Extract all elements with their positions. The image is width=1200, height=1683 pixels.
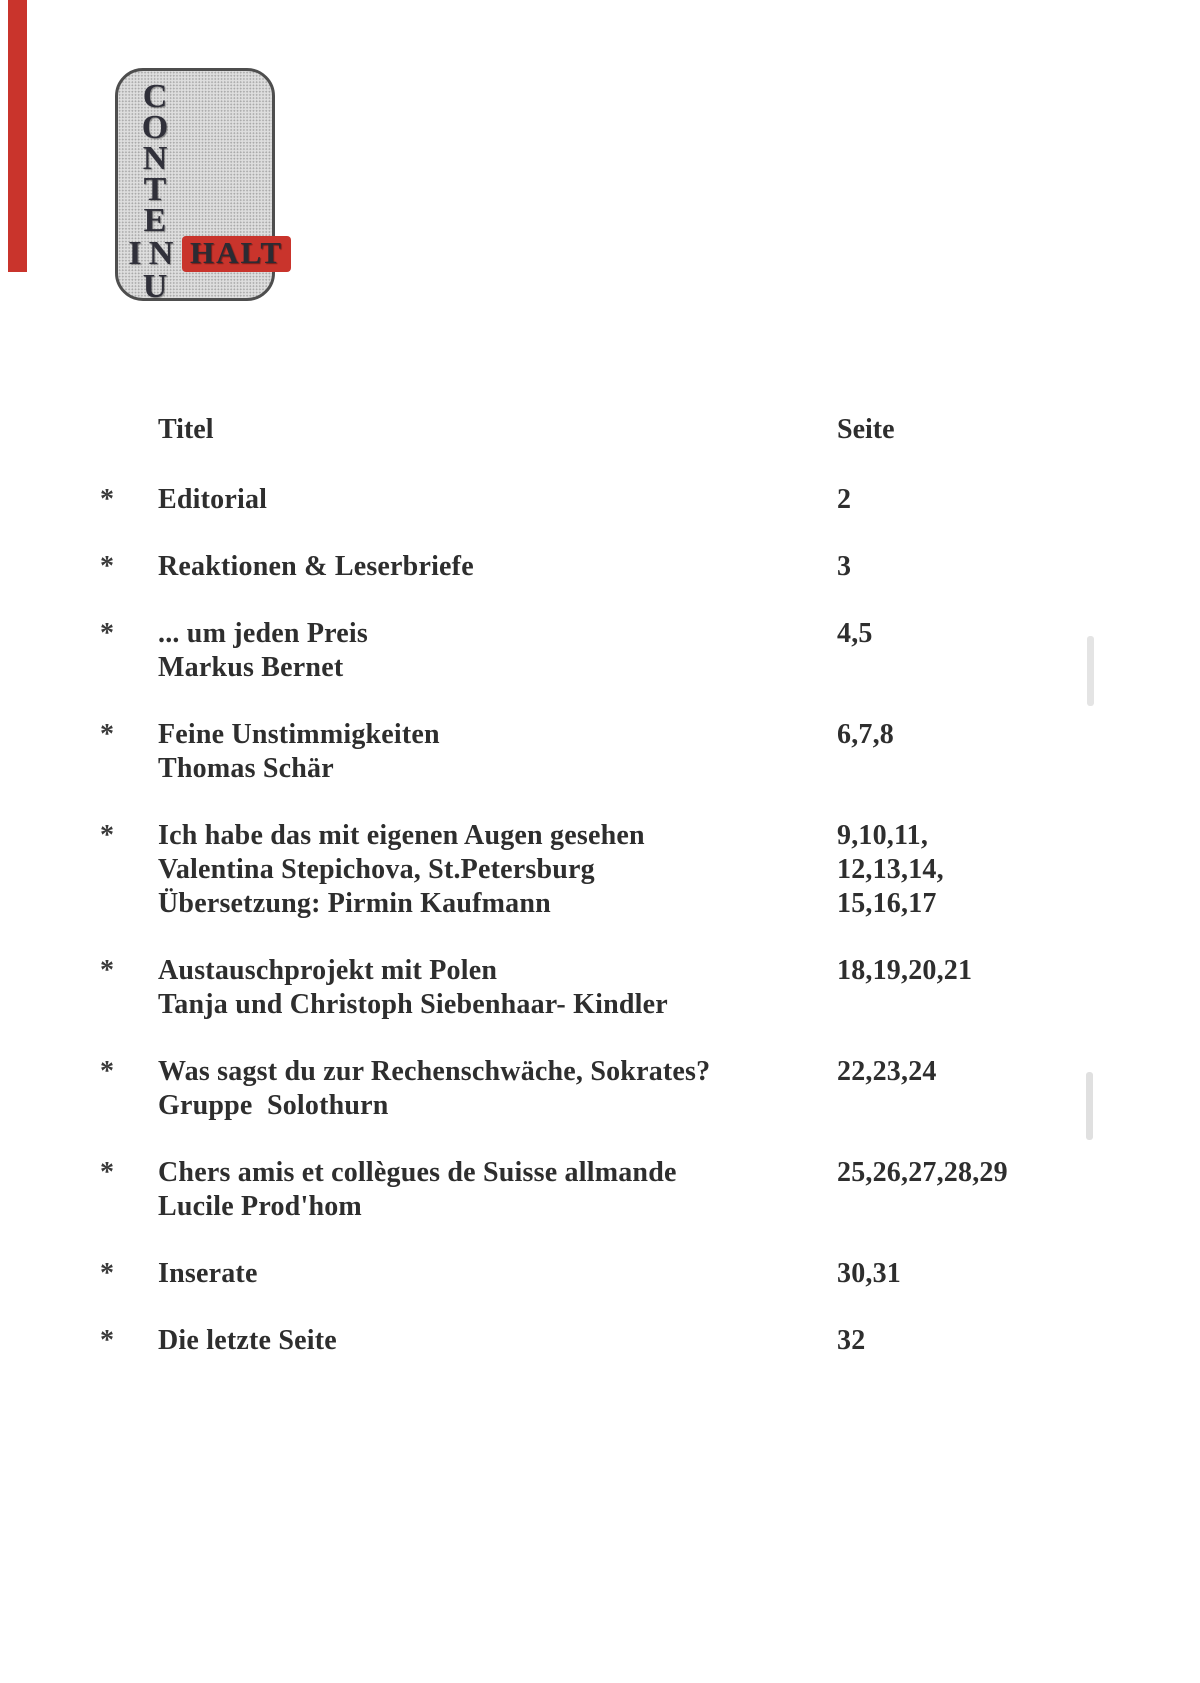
toc-entry-marker: * (100, 618, 114, 649)
logo-letter: I (128, 235, 142, 272)
toc-entry-pages-line: 4,5 (837, 618, 873, 649)
toc-entries (100, 483, 1060, 1358)
toc-entry-marker: * (100, 551, 114, 582)
logo-letter: N (142, 140, 168, 177)
toc-entry-pages-line: 3 (837, 551, 852, 582)
toc-entry-title (158, 1324, 837, 1358)
toc-entry (100, 1055, 1060, 1123)
toc-entry (100, 954, 1060, 1022)
toc-header (100, 413, 1060, 447)
toc-entry-pages (837, 819, 1060, 921)
toc-entry-title (158, 550, 837, 584)
toc-entry-pages (837, 1324, 1060, 1358)
logo-letter: E (143, 202, 167, 239)
toc-entry-title-line: ... um jeden Preis (158, 618, 368, 649)
toc-entry (100, 1257, 1060, 1291)
toc-entry-title (158, 819, 837, 921)
toc-entry-title-line: Editorial (158, 484, 268, 515)
toc-entry-marker: * (100, 1258, 114, 1289)
toc-entry-title-line: Was sagst du zur Rechenschwäche, Sokrates? (158, 1056, 711, 1087)
toc-entry-pages (837, 617, 1060, 685)
toc-entry-marker: * (100, 1157, 114, 1188)
toc-entry-marker: * (100, 820, 114, 851)
toc-entry-pages-line: 2 (837, 484, 852, 515)
left-margin-red-stripe (8, 0, 27, 272)
toc-entry-title-line: Thomas Schär (158, 753, 334, 784)
logo-horizontal-word (124, 236, 291, 272)
toc-entry-marker: * (100, 1325, 114, 1356)
toc-entry-title-line: Valentina Stepichova, St.Petersburg (158, 854, 595, 885)
toc-entry-title-line: Inserate (158, 1258, 258, 1289)
toc-entry-pages-line: 6,7,8 (837, 719, 894, 750)
toc-entry-pages-line: 30,31 (837, 1258, 901, 1289)
toc-entry (100, 617, 1060, 685)
toc-entry-title-line: Tanja und Christoph Siebenhaar- Kindler (158, 989, 668, 1020)
toc-entry-pages-line: 22,23,24 (837, 1056, 937, 1087)
toc-entry-pages-line: 18,19,20,21 (837, 955, 973, 986)
toc-entry-title (158, 718, 837, 786)
toc-entry (100, 550, 1060, 584)
toc-entry-pages (837, 550, 1060, 584)
toc-entry-title (158, 1257, 837, 1291)
toc-entry (100, 1156, 1060, 1224)
toc-entry (100, 718, 1060, 786)
toc-entry-pages-line: 25,26,27,28,29 (837, 1157, 1008, 1188)
toc-entry (100, 1324, 1060, 1358)
toc-entry-marker: * (100, 955, 114, 986)
toc-entry-title (158, 483, 837, 517)
toc-entry-pages (837, 483, 1060, 517)
logo-letter: O (141, 109, 169, 146)
logo-letter: T (143, 171, 167, 208)
toc-entry-title-line: Lucile Prod'hom (158, 1191, 362, 1222)
toc-entry-pages-line: 32 (837, 1325, 866, 1356)
toc-entry-title (158, 954, 837, 1022)
toc-entry-title-line: Markus Bernet (158, 652, 344, 683)
toc-entry-pages (837, 954, 1060, 1022)
toc-entry-title-line: Feine Unstimmigkeiten (158, 719, 440, 750)
toc-entry-pages (837, 1156, 1060, 1224)
logo-letter-shared: N (148, 235, 174, 272)
toc-entry-pages-line: 9,10,11, (837, 820, 929, 851)
logo-halt-badge: HALT (182, 236, 291, 272)
table-of-contents (100, 413, 1060, 1391)
toc-entry-title-line: Austauschprojekt mit Polen (158, 955, 498, 986)
toc-entry-pages (837, 1055, 1060, 1123)
toc-entry-title-line: Die letzte Seite (158, 1325, 337, 1356)
toc-entry-title-line: Übersetzung: Pirmin Kaufmann (158, 888, 551, 919)
toc-entry-marker: * (100, 1056, 114, 1087)
scan-artifact (1086, 1072, 1093, 1140)
toc-entry-pages (837, 1257, 1060, 1291)
toc-entry-title (158, 1156, 837, 1224)
toc-entry-title (158, 1055, 837, 1123)
toc-entry-title-line: Reaktionen & Leserbriefe (158, 551, 474, 582)
toc-entry (100, 483, 1060, 517)
toc-entry-title-line: Chers amis et collègues de Suisse allmande (158, 1157, 677, 1188)
toc-entry-title-line: Gruppe Solothurn (158, 1090, 389, 1121)
toc-entry-marker: * (100, 484, 114, 515)
toc-entry-pages-line: 12,13,14, (837, 854, 944, 885)
toc-entry-pages (837, 718, 1060, 786)
toc-entry-title (158, 617, 837, 685)
logo-letter: C (142, 78, 168, 115)
logo-letter: U (142, 268, 168, 305)
toc-entry-marker: * (100, 719, 114, 750)
toc-header-title: Titel (158, 414, 214, 445)
scan-artifact (1087, 636, 1094, 706)
toc-header-pages: Seite (837, 414, 895, 445)
toc-entry-pages-line: 15,16,17 (837, 888, 937, 919)
toc-header-marker-spacer (100, 413, 158, 447)
toc-entry-title-line: Ich habe das mit eigenen Augen gesehen (158, 820, 645, 851)
toc-entry (100, 819, 1060, 921)
inhalt-contenu-logo (115, 68, 284, 305)
